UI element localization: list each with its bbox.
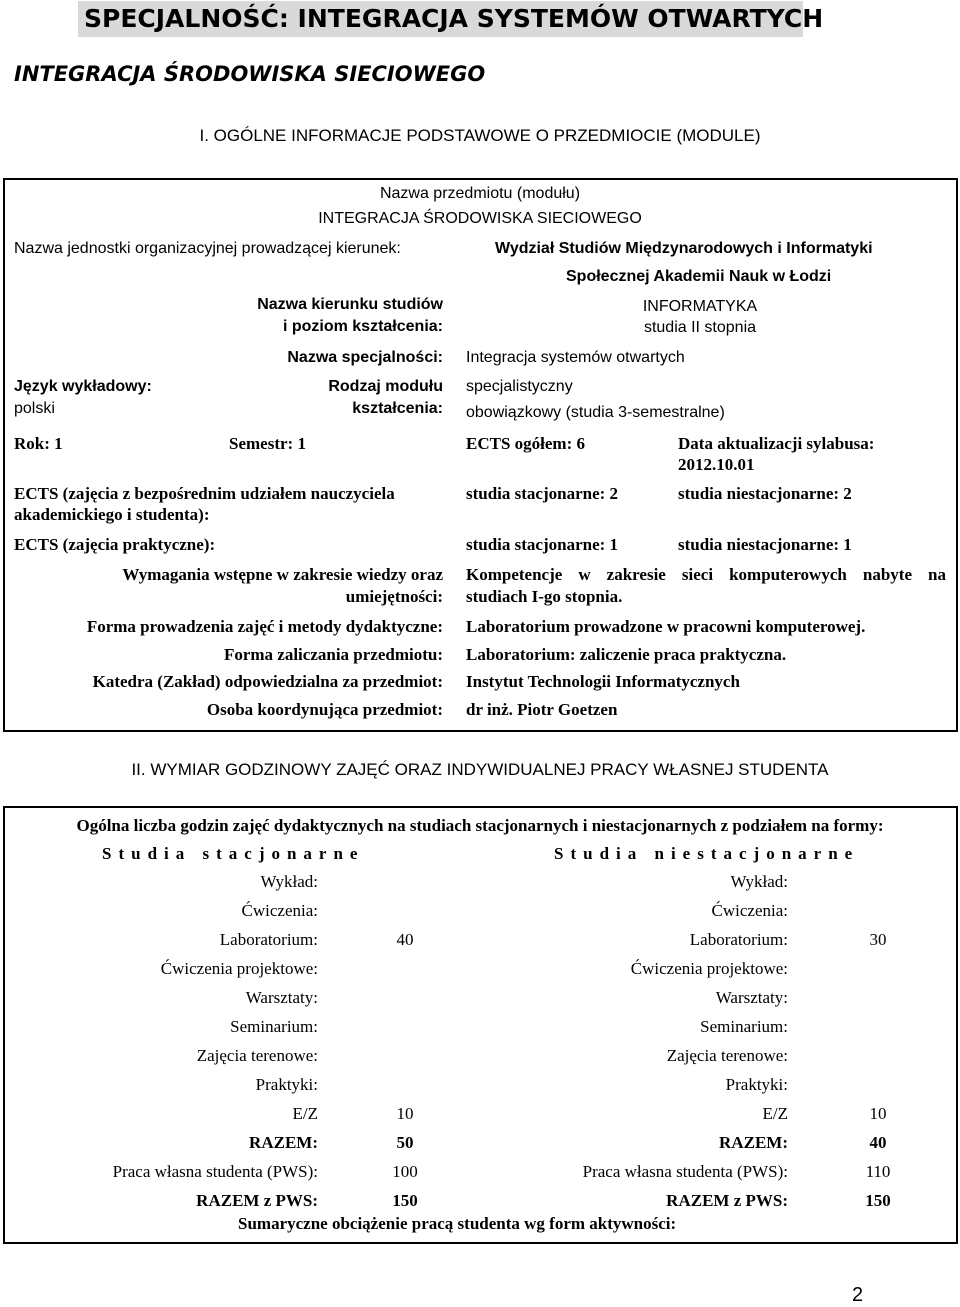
unit-value-1: Wydział Studiów Międzynarodowych i Informatyki <box>495 240 873 257</box>
hours-row-niestac-label: Ćwiczenia: <box>711 901 788 920</box>
coord-label: Osoba koordynująca przedmiot: <box>206 700 443 719</box>
hours-row-niestac-label: Ćwiczenia projektowe: <box>630 959 788 978</box>
ects-direct-label-1: ECTS (zajęcia z bezpośrednim udziałem nauczyciela <box>14 484 395 503</box>
hours-row-niestac-value: 150 <box>865 1191 891 1210</box>
page-subtitle: INTEGRACJA ŚRODOWISKA SIECIOWEGO <box>14 62 486 86</box>
ects-direct-label-2: akademickiego i studenta): <box>14 505 210 524</box>
hours-row-stac-label: E/Z <box>292 1104 318 1123</box>
hours-row-stac-label: Praktyki: <box>255 1075 318 1094</box>
hours-row-stac-label: Praca własna studenta (PWS): <box>112 1162 318 1181</box>
hours-row-niestac-label: Laboratorium: <box>689 930 788 949</box>
subject-label: Nazwa przedmiotu (modułu) <box>379 185 581 202</box>
unit-label: Nazwa jednostki organizacyjnej prowadzącej kierunek: <box>14 240 401 257</box>
hours-row-stac-label: RAZEM: <box>249 1133 318 1152</box>
req-value-2: studiach I-go stopnia. <box>466 587 623 606</box>
hours-row-stac-value: 40 <box>396 930 414 949</box>
year: Rok: 1 <box>14 434 63 453</box>
update-value: 2012.10.01 <box>678 455 755 474</box>
pass-value: Laboratorium: zaliczenie praca praktyczna. <box>466 645 787 664</box>
hours-row-stac-label: Seminarium: <box>230 1017 318 1036</box>
hours-intro: Ogólna liczba godzin zajęć dydaktycznych na studiach stacjonarnych i niestacjonarnych z podziałem na formy: <box>76 816 884 835</box>
hours-row-niestac-label: RAZEM: <box>719 1133 788 1152</box>
section1-heading: I. OGÓLNE INFORMACJE PODSTAWOWE O PRZEDMIOCIE (MODULE) <box>199 126 761 145</box>
hours-row-stac-label: Wykład: <box>260 872 318 891</box>
field-label-1: Nazwa kierunku studiów <box>257 296 443 313</box>
hours-row-niestac-value: 10 <box>869 1104 887 1123</box>
module-value-1: specjalistyczny <box>466 378 573 395</box>
req-value-1: Kompetencje w zakresie sieci komputerowych nabyte na <box>466 565 946 584</box>
subject-value: INTEGRACJA ŚRODOWISKA SIECIOWEGO <box>318 210 642 227</box>
form-value: Laboratorium prowadzone w pracowni komputerowej. <box>466 617 866 636</box>
page-number: 2 <box>852 1284 864 1306</box>
hours-row-stac-value: 100 <box>392 1162 418 1181</box>
dept-value: Instytut Technologii Informatycznych <box>466 672 740 691</box>
ects-direct-niestac: studia niestacjonarne: 2 <box>678 484 852 503</box>
col-niestac-header: Studia niestacjonarne <box>554 844 860 863</box>
ects-practical-label: ECTS (zajęcia praktyczne): <box>14 535 216 554</box>
hours-row-niestac-label: RAZEM z PWS: <box>666 1191 788 1210</box>
req-label-1: Wymagania wstępne w zakresie wiedzy oraz <box>122 565 443 584</box>
ects-practical-niestac: studia niestacjonarne: 1 <box>678 535 852 554</box>
ects-total: ECTS ogółem: 6 <box>466 434 585 453</box>
module-value-2: obowiązkowy (studia 3-semestralne) <box>466 404 725 421</box>
section2-heading: II. WYMIAR GODZINOWY ZAJĘĆ ORAZ INDYWIDUALNEJ PRACY WŁASNEJ STUDENTA <box>131 760 829 779</box>
hours-row-niestac-label: Zajęcia terenowe: <box>666 1046 788 1065</box>
semester: Semestr: 1 <box>229 434 306 453</box>
module-label-2: kształcenia: <box>352 400 443 417</box>
hours-row-stac-value: 10 <box>396 1104 414 1123</box>
dept-label: Katedra (Zakład) odpowiedzialna za przedmiot: <box>92 672 443 691</box>
hours-row-niestac-value: 110 <box>865 1162 891 1181</box>
hours-row-niestac-label: Warsztaty: <box>715 988 788 1007</box>
summary-label: Sumaryczne obciążenie pracą studenta wg form aktywności: <box>238 1214 677 1233</box>
hours-row-stac-value: 150 <box>392 1191 418 1210</box>
hours-row-stac-label: Warsztaty: <box>245 988 318 1007</box>
hours-row-niestac-label: Wykład: <box>730 872 788 891</box>
col-stac-header: Studia stacjonarne <box>102 844 365 863</box>
hours-row-niestac-label: Praca własna studenta (PWS): <box>582 1162 788 1181</box>
page-title: SPECJALNOŚĆ: INTEGRACJA SYSTEMÓW OTWARTYCH <box>84 4 824 33</box>
coord-value: dr inż. Piotr Goetzen <box>466 700 618 719</box>
hours-row-niestac-label: E/Z <box>762 1104 788 1123</box>
hours-row-stac-label: Zajęcia terenowe: <box>196 1046 318 1065</box>
lang-label: Język wykładowy: <box>14 378 152 395</box>
ects-practical-stac: studia stacjonarne: 1 <box>466 535 619 554</box>
pass-label: Forma zaliczania przedmiotu: <box>223 645 443 664</box>
field-value-1: INFORMATYKA <box>642 298 758 315</box>
hours-row-stac-label: Ćwiczenia projektowe: <box>160 959 318 978</box>
module-label-1: Rodzaj modułu <box>328 378 443 395</box>
hours-row-niestac-value: 30 <box>869 930 887 949</box>
field-value-2: studia II stopnia <box>643 319 757 336</box>
hours-row-niestac-label: Seminarium: <box>700 1017 788 1036</box>
update-label: Data aktualizacji sylabusa: <box>678 434 875 453</box>
unit-value-2: Społecznej Akademii Nauk w Łodzi <box>566 268 832 285</box>
lang-value: polski <box>14 400 55 417</box>
hours-row-niestac-label: Praktyki: <box>725 1075 788 1094</box>
hours-row-stac-label: Laboratorium: <box>219 930 318 949</box>
spec-label: Nazwa specjalności: <box>287 349 443 366</box>
hours-row-stac-value: 50 <box>396 1133 414 1152</box>
form-label: Forma prowadzenia zajęć i metody dydaktyczne: <box>86 617 443 636</box>
hours-row-stac-label: Ćwiczenia: <box>241 901 318 920</box>
hours-row-niestac-value: 40 <box>869 1133 887 1152</box>
field-label-2: i poziom kształcenia: <box>282 318 443 335</box>
spec-value: Integracja systemów otwartych <box>466 349 685 366</box>
ects-direct-stac: studia stacjonarne: 2 <box>466 484 619 503</box>
req-label-2: umiejętności: <box>345 587 443 606</box>
hours-row-stac-label: RAZEM z PWS: <box>196 1191 318 1210</box>
